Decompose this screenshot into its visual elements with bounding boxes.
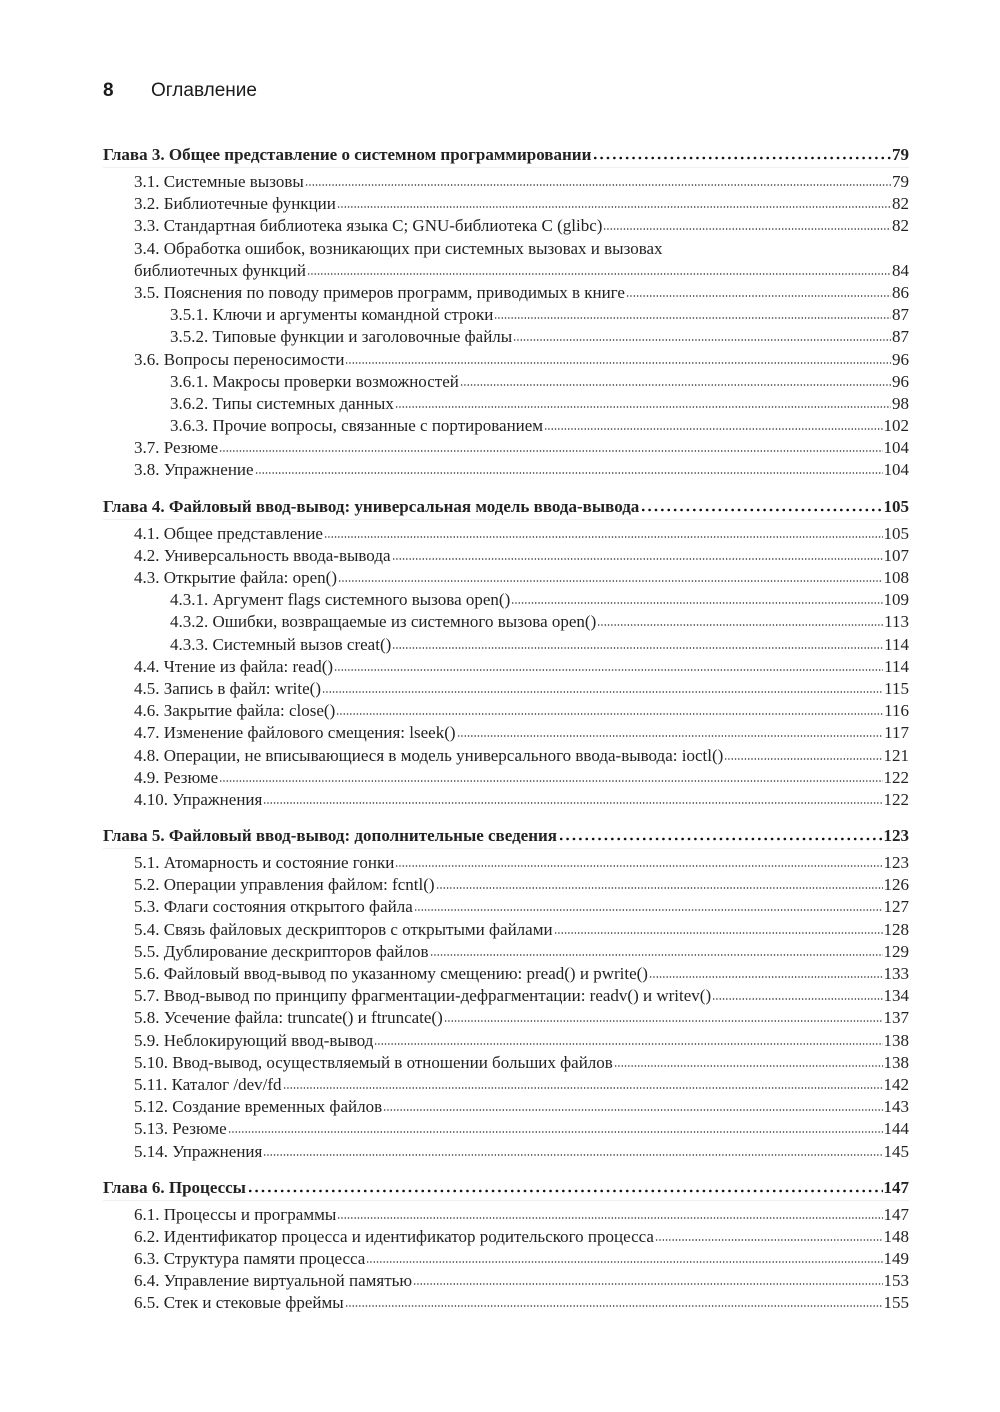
toc-entry[interactable] (103, 1096, 909, 1118)
toc-entry[interactable] (103, 415, 909, 437)
toc-entry[interactable] (103, 282, 909, 304)
toc-entry[interactable] (103, 985, 909, 1007)
toc-entry[interactable] (103, 634, 909, 656)
dot-leader (494, 316, 891, 320)
toc-entry[interactable] (103, 1248, 909, 1270)
dot-leader (640, 508, 882, 512)
entry-page: 123 (883, 826, 909, 846)
dot-leader (322, 690, 883, 694)
entry-title: Глава 6. Процессы (103, 1177, 246, 1197)
entry-title: 4.9. Резюме (134, 767, 219, 787)
entry-title: 5.9. Неблокирующий ввод-вывод (134, 1030, 374, 1050)
entry-page: 117 (884, 723, 909, 743)
toc-entry[interactable] (103, 745, 909, 767)
entry-title: 4.3.1. Аргумент flags системного вызова open() (170, 590, 511, 610)
entry-page: 155 (883, 1293, 909, 1313)
chapter-block (103, 495, 909, 811)
entry-title: 5.14. Упражнения (134, 1141, 263, 1161)
dot-leader (395, 405, 891, 409)
entry-page: 122 (883, 767, 909, 787)
dot-leader (649, 975, 883, 979)
entry-page: 104 (883, 438, 909, 458)
entry-page: 82 (892, 216, 909, 236)
toc-entry[interactable] (103, 1226, 909, 1248)
entry-page: 84 (892, 260, 909, 280)
dot-leader (337, 1216, 882, 1220)
dot-leader (430, 953, 883, 957)
chapter-heading[interactable] (103, 143, 909, 168)
toc-entry[interactable] (103, 260, 909, 282)
entry-page: 143 (883, 1097, 909, 1117)
entry-page: 109 (883, 590, 909, 610)
entry-title: 3.7. Резюме (134, 438, 219, 458)
dot-leader (345, 1304, 883, 1308)
dot-leader (511, 601, 882, 605)
dot-leader (219, 779, 882, 783)
entry-title: 6.3. Структура памяти процесса (134, 1249, 366, 1269)
entry-title: 4.4. Чтение из файла: read() (134, 656, 334, 676)
toc-entry[interactable] (103, 1052, 909, 1074)
entry-title: 5.12. Создание временных файлов (134, 1097, 383, 1117)
table-of-contents (103, 143, 909, 1328)
dot-leader (626, 294, 891, 298)
entry-title: 4.1. Общее представление (134, 523, 323, 543)
toc-entry[interactable] (103, 941, 909, 963)
entry-page: 138 (883, 1052, 909, 1072)
toc-entry[interactable] (103, 919, 909, 941)
entry-page: 126 (883, 875, 909, 895)
entry-page: 129 (883, 941, 909, 961)
entry-page: 114 (884, 634, 909, 654)
entry-title: 3.1. Системные вызовы (134, 172, 304, 191)
entry-page: 116 (884, 701, 909, 721)
dot-leader (307, 272, 891, 276)
entry-page: 138 (883, 1030, 909, 1050)
entry-page: 145 (883, 1141, 909, 1161)
entry-title: 5.6. Файловый ввод-вывод по указанному смещению: pread() и pwrite() (134, 964, 648, 983)
entry-title: 4.8. Операции, не вписывающиеся в модель универсального ввода-вывода: ioctl() (134, 745, 724, 765)
dot-leader (228, 1130, 883, 1134)
entry-page: 123 (883, 853, 909, 873)
running-header (103, 80, 257, 102)
entry-title: 3.6.2. Типы системных данных (170, 393, 394, 413)
entry-page: 105 (883, 523, 909, 543)
entry-title: 3.5.2. Типовые функции и заголовочные файлы (170, 327, 513, 347)
entry-page: 96 (892, 349, 909, 369)
toc-entry[interactable] (103, 393, 909, 415)
toc-entry[interactable] (103, 1030, 909, 1052)
toc-entry[interactable] (103, 437, 909, 459)
entry-title: 3.2. Библиотечные функции (134, 194, 336, 214)
dot-leader (460, 383, 891, 387)
dot-leader (392, 646, 883, 650)
dot-leader (724, 757, 882, 761)
entry-title: Глава 4. Файловый ввод-вывод: универсальная модель ввода-вывода (103, 496, 640, 516)
chapter-block (103, 824, 909, 1163)
dot-leader (392, 557, 883, 561)
dot-leader (255, 471, 883, 475)
entry-page: 133 (883, 964, 909, 983)
entry-page: 96 (892, 371, 909, 391)
dot-leader (712, 997, 882, 1001)
entry-title: 5.8. Усечение файла: truncate() и ftruncate() (134, 1008, 443, 1028)
entry-page: 104 (883, 460, 909, 480)
entry-title: 3.6.1. Макросы проверки возможностей (170, 371, 459, 391)
dot-leader (283, 1086, 883, 1090)
entry-title: 4.3.3. Системный вызов creat() (170, 634, 392, 654)
toc-entry[interactable] (103, 896, 909, 918)
entry-title: 4.5. Запись в файл: write() (134, 678, 321, 698)
entry-title: Глава 3. Общее представление о системном программировании (103, 145, 592, 164)
entry-page: 87 (892, 327, 909, 347)
entry-title: 5.13. Резюме (134, 1119, 227, 1139)
entry-page: 142 (883, 1074, 909, 1094)
toc-entry[interactable] (103, 326, 909, 348)
entry-title: 4.10. Упражнения (134, 789, 263, 809)
dot-leader (334, 668, 883, 672)
toc-entry[interactable] (103, 1270, 909, 1292)
entry-page: 122 (883, 789, 909, 809)
toc-entry[interactable] (103, 589, 909, 611)
dot-leader (338, 579, 883, 583)
entry-title: 4.7. Изменение файлового смещения: lseek() (134, 723, 456, 743)
toc-entry[interactable] (103, 1141, 909, 1163)
toc-entry[interactable] (103, 963, 909, 985)
toc-entry[interactable] (103, 371, 909, 393)
entry-title: 3.5. Пояснения по поводу примеров программ, приводимых в книге (134, 282, 625, 302)
entry-title: 6.1. Процессы и программы (134, 1204, 337, 1224)
running-title: Оглавление (151, 80, 257, 101)
dot-leader (614, 1064, 883, 1068)
toc-entry[interactable] (103, 193, 909, 215)
entry-page: 149 (883, 1249, 909, 1269)
entry-page: 79 (892, 145, 909, 164)
entry-page: 128 (883, 919, 909, 939)
toc-entry[interactable] (103, 678, 909, 700)
entry-page: 107 (883, 545, 909, 565)
dot-leader (603, 227, 891, 231)
toc-entry[interactable] (103, 700, 909, 722)
entry-title: 5.7. Ввод-вывод по принципу фрагментации-дефрагментации: readv() и writev() (134, 986, 712, 1006)
dot-leader (219, 449, 882, 453)
dot-leader (554, 931, 883, 935)
entry-page: 82 (892, 194, 909, 214)
entry-page: 108 (883, 568, 909, 587)
toc-entry[interactable] (103, 1007, 909, 1029)
entry-page: 137 (883, 1008, 909, 1028)
toc-entry[interactable] (103, 171, 909, 193)
entry-page: 105 (883, 496, 909, 516)
entry-page: 127 (883, 897, 909, 917)
toc-entry[interactable] (103, 1204, 909, 1226)
toc-entry[interactable] (103, 1074, 909, 1096)
entry-title: 6.2. Идентификатор процесса и идентификатор родительского процесса (134, 1226, 654, 1246)
entry-page: 153 (883, 1271, 909, 1291)
toc-entry[interactable] (103, 215, 909, 237)
dot-leader (324, 535, 883, 539)
entry-page: 134 (883, 986, 909, 1006)
entry-page: 121 (883, 745, 909, 765)
page-number: 8 (103, 80, 114, 101)
dot-leader (366, 1260, 882, 1264)
dot-leader (513, 338, 891, 342)
entry-page: 147 (883, 1177, 909, 1197)
entry-page: 148 (883, 1226, 909, 1246)
toc-entry[interactable] (103, 874, 909, 896)
chapter-block (103, 1176, 909, 1315)
entry-page: 79 (892, 172, 909, 191)
entry-title: 5.2. Операции управления файлом: fcntl() (134, 875, 435, 895)
entry-title: 5.5. Дублирование дескрипторов файлов (134, 941, 429, 961)
dot-leader (558, 837, 883, 841)
toc-entry[interactable] (103, 523, 909, 545)
toc-entry[interactable] (103, 304, 909, 326)
entry-page: 98 (892, 393, 909, 413)
dot-leader (457, 734, 884, 738)
dot-leader (247, 1189, 883, 1193)
toc-entry[interactable] (103, 722, 909, 744)
toc-entry[interactable] (103, 767, 909, 789)
toc-entry[interactable] (103, 852, 909, 874)
entry-page: 113 (884, 612, 909, 632)
dot-leader (597, 623, 883, 627)
toc-entry[interactable] (103, 656, 909, 678)
dot-leader (345, 361, 891, 365)
dot-leader (263, 1153, 882, 1157)
chapter-heading[interactable] (103, 1176, 909, 1201)
entry-page: 86 (892, 282, 909, 302)
entry-title: 3.6. Вопросы переносимости (134, 349, 345, 369)
toc-entry[interactable] (103, 545, 909, 567)
toc-entry[interactable] (103, 789, 909, 811)
entry-page: 114 (884, 656, 909, 676)
entry-page: 115 (884, 678, 909, 698)
chapter-block (103, 143, 909, 482)
entry-title: 4.3.2. Ошибки, возвращаемые из системного вызова open() (170, 612, 597, 632)
entry-title: 3.6.3. Прочие вопросы, связанные с портированием (170, 416, 544, 436)
dot-leader (655, 1238, 883, 1242)
entry-title: 6.5. Стек и стековые фреймы (134, 1293, 344, 1313)
entry-page: 87 (892, 305, 909, 325)
entry-title: 3.3. Стандартная библиотека языка С; GNU-библиотека С (glibc) (134, 216, 603, 236)
entry-title-line: 3.4. Обработка ошибок, возникающих при системных вызовах и вызовах (134, 238, 663, 258)
entry-title: 5.10. Ввод-вывод, осуществляемый в отношении больших файлов (134, 1052, 613, 1072)
dot-leader (414, 908, 883, 912)
entry-page: 102 (883, 416, 909, 436)
entry-title: 4.2. Универсальность ввода-вывода (134, 545, 391, 565)
dot-leader (544, 427, 882, 431)
entry-title: 5.1. Атомарность и состояние гонки (134, 853, 395, 873)
dot-leader (374, 1042, 882, 1046)
chapter-heading[interactable] (103, 824, 909, 849)
dot-leader (337, 205, 891, 209)
entry-title: 5.4. Связь файловых дескрипторов с открытыми файлами (134, 919, 553, 939)
entry-title: 3.8. Упражнение (134, 460, 254, 480)
toc-entry[interactable] (103, 1292, 909, 1314)
entry-title: 5.11. Каталог /dev/fd (134, 1074, 282, 1094)
entry-title: 4.3. Открытие файла: open() (134, 568, 337, 587)
dot-leader (395, 864, 882, 868)
dot-leader (305, 183, 891, 187)
dot-leader (413, 1282, 882, 1286)
dot-leader (444, 1019, 883, 1023)
chapter-heading[interactable] (103, 495, 909, 520)
entry-title: 4.6. Закрытие файла: close() (134, 701, 336, 721)
dot-leader (263, 801, 882, 805)
dot-leader (436, 886, 883, 890)
toc-entry[interactable] (103, 611, 909, 633)
toc-entry[interactable] (103, 1118, 909, 1140)
dot-leader (383, 1108, 882, 1112)
entry-title: 6.4. Управление виртуальной памятью (134, 1271, 413, 1291)
entry-page: 144 (883, 1119, 909, 1139)
toc-entry[interactable] (103, 459, 909, 481)
entry-page: 147 (883, 1204, 909, 1224)
toc-entry[interactable] (103, 567, 909, 589)
entry-title: 3.5.1. Ключи и аргументы командной строки (170, 305, 494, 325)
toc-entry[interactable] (103, 349, 909, 371)
entry-title: Глава 5. Файловый ввод-вывод: дополнительные сведения (103, 826, 557, 846)
entry-title: библиотечных функций (134, 260, 306, 280)
entry-title: 5.3. Флаги состояния открытого файла (134, 897, 413, 917)
dot-leader (592, 156, 891, 160)
dot-leader (336, 712, 883, 716)
